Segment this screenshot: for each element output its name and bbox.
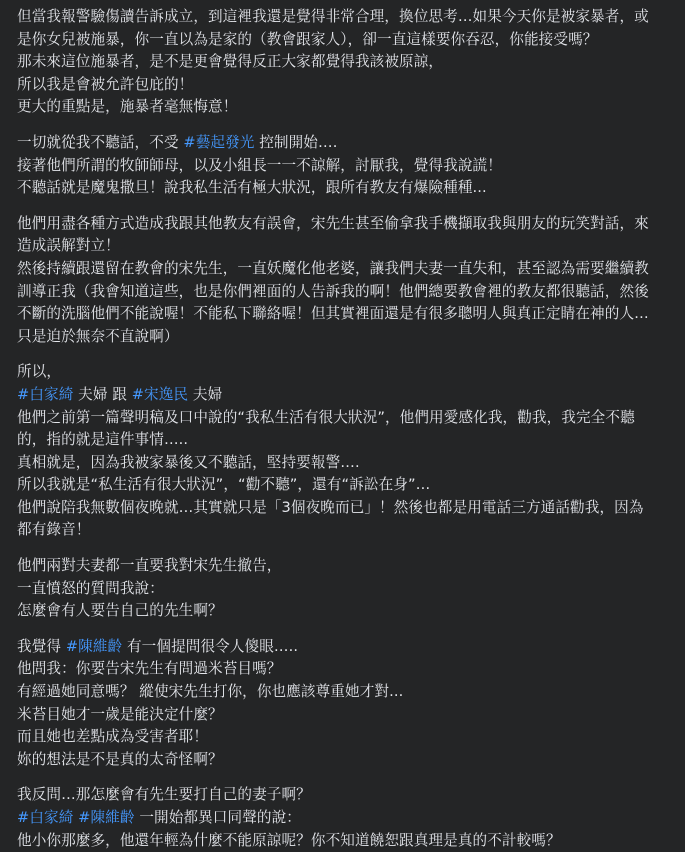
post-text: 他們用盡各種方式造成我跟其他教友有誤會，宋先生甚至偷拿我手機擷取我與朋友的玩笑對話，來 bbox=[17, 214, 649, 232]
post-text: 我覺得 bbox=[17, 637, 66, 655]
post-text: 夫婦 跟 bbox=[73, 385, 132, 403]
post-line bbox=[17, 830, 675, 852]
post-text: 妳的想法是不是真的太奇怪啊？ bbox=[17, 750, 223, 768]
post-line bbox=[17, 51, 675, 74]
post-text: 更大的重點是，施暴者毫無悔意！ bbox=[17, 98, 238, 116]
post-line bbox=[17, 74, 675, 97]
post-line bbox=[17, 681, 675, 704]
post-text: 都有錄音！ bbox=[17, 521, 91, 539]
post-line bbox=[17, 235, 675, 258]
post-line bbox=[17, 658, 675, 681]
post-paragraph bbox=[17, 784, 675, 852]
post-line bbox=[17, 155, 675, 178]
post-text: 訓導正我（我會知道這些，也是你們裡面的人告訴我的啊！他們總要教會裡的教友都很聽話，然後 bbox=[17, 282, 649, 300]
post-text: 他們說陪我無數個夜晚就…其實就只是「3個夜晚而已」！然後也都是用電話三方通話勸我，因為 bbox=[17, 498, 644, 516]
post-line bbox=[17, 303, 675, 326]
post-text: 但當我報警驗傷讀告訴成立，到這裡我還是覺得非常合理，換位思考…如果今天你是被家暴者，或 bbox=[17, 8, 649, 25]
post-text: 只是迫於無奈不直說啊） bbox=[17, 327, 179, 345]
post-text: 所以我是會被允許包庇的！ bbox=[17, 75, 194, 93]
post-line bbox=[17, 704, 675, 727]
post-text: 怎麼會有人要告自己的先生啊？ bbox=[17, 602, 223, 620]
post-line bbox=[17, 177, 675, 200]
post-text: 然後持續跟還留在教會的宋先生，一直妖魔化他老婆，讓我們夫妻一直失和，甚至認為需要繼續教 bbox=[17, 259, 649, 277]
post-text: 那未來這位施暴者，是不是更會覺得反正大家都覺得我該被原諒， bbox=[17, 53, 444, 71]
post-line bbox=[17, 96, 675, 119]
post-line bbox=[17, 807, 675, 830]
post-line bbox=[17, 452, 675, 475]
post-line bbox=[17, 497, 675, 520]
post-text: 是你女兒被施暴，你一直以為是家的（教會跟家人），卻一直這樣要你吞忍，你能接受嗎？ bbox=[17, 30, 598, 48]
post-text: 真相就是，因為我被家暴後又不聽話，堅持要報警…. bbox=[17, 453, 360, 471]
hashtag-link[interactable]: #陳維齡 bbox=[78, 809, 135, 826]
post-text: 夫婦 bbox=[188, 385, 223, 403]
post-text: 造成誤解對立！ bbox=[17, 237, 120, 255]
post-text: 有一個提問很令人傻眼….. bbox=[122, 637, 299, 655]
post-line bbox=[17, 784, 675, 807]
post-text: 所以， bbox=[17, 363, 62, 381]
post-paragraph bbox=[17, 636, 675, 772]
post-paragraph bbox=[17, 555, 675, 623]
post-line bbox=[17, 213, 675, 236]
post-line bbox=[17, 258, 675, 281]
post-text: 一切就從我不聽話，不受 bbox=[17, 133, 184, 151]
post-text: 他們兩對夫妻都一直要我對宋先生撤告， bbox=[17, 557, 282, 575]
post-text: 接著他們所謂的牧師師母，以及小組長一一不諒解，討厭我，覺得我說謊！ bbox=[17, 156, 502, 174]
post-line bbox=[17, 749, 675, 772]
post-line bbox=[17, 29, 675, 52]
post-paragraph bbox=[17, 132, 675, 200]
post-line bbox=[17, 132, 675, 155]
post-line bbox=[17, 326, 675, 349]
post-line bbox=[17, 429, 675, 452]
post-line bbox=[17, 600, 675, 623]
post-line bbox=[17, 384, 675, 407]
post-text: 一開始都異口同聲的說： bbox=[134, 809, 301, 826]
post-text: 而且她也差點成為受害者耶！ bbox=[17, 728, 209, 746]
post-line bbox=[17, 578, 675, 601]
post-text: 一直憤怒的質問我說： bbox=[17, 579, 164, 597]
hashtag-link[interactable]: #白家綺 bbox=[17, 809, 74, 826]
post-text: 米苔目她才一歲是能決定什麼？ bbox=[17, 705, 223, 723]
post-text: 不斷的洗腦他們不能說喔！不能私下聯絡喔！但其實裡面還是有很多聰明人與真正定睛在神的人… bbox=[17, 305, 649, 323]
post-text: 他們之前第一篇聲明稿及口中說的“我私生活有很大狀況”，他們用愛感化我，勸我，我完全不聽 bbox=[17, 408, 635, 426]
hashtag-link[interactable]: #白家綺 bbox=[17, 385, 74, 403]
post-line bbox=[17, 474, 675, 497]
hashtag-link[interactable]: #藝起發光 bbox=[183, 133, 255, 151]
post-paragraph bbox=[17, 361, 675, 542]
post-paragraph bbox=[17, 213, 675, 349]
post-paragraph bbox=[17, 6, 675, 119]
post-line bbox=[17, 555, 675, 578]
hashtag-link[interactable]: #陳維齡 bbox=[65, 637, 123, 655]
post-text: 不聽話就是魔鬼撒旦！說我私生活有極大狀況，跟所有教友有爆險種種... bbox=[17, 179, 487, 197]
post-line bbox=[17, 636, 675, 659]
post-line bbox=[17, 407, 675, 430]
post-line bbox=[17, 281, 675, 304]
post-text: 所以我就是“私生活有很大狀況”，“勸不聽”，還有“訴訟在身”… bbox=[17, 476, 431, 494]
post-text: 的，指的就是這件事情….. bbox=[17, 431, 189, 449]
post-text: 我反問…那怎麼會有先生要打自己的妻子啊？ bbox=[17, 786, 311, 804]
post-text: 他小你那麼多，他還年輕為什麼不能原諒呢？你不知道饒恕跟真理是真的不計較嗎？ bbox=[17, 831, 561, 849]
post-line bbox=[17, 6, 675, 29]
post-text: 他問我：你要告宋先生有問過米苔目嗎？ bbox=[17, 660, 282, 678]
hashtag-link[interactable]: #宋逸民 bbox=[131, 385, 189, 403]
post-text: 控制開始…. bbox=[254, 133, 338, 151]
post-line bbox=[17, 519, 675, 542]
post-line bbox=[17, 361, 675, 384]
post-text: 有經過她同意嗎？ 縱使宋先生打你，你也應該尊重她才對... bbox=[17, 683, 404, 701]
